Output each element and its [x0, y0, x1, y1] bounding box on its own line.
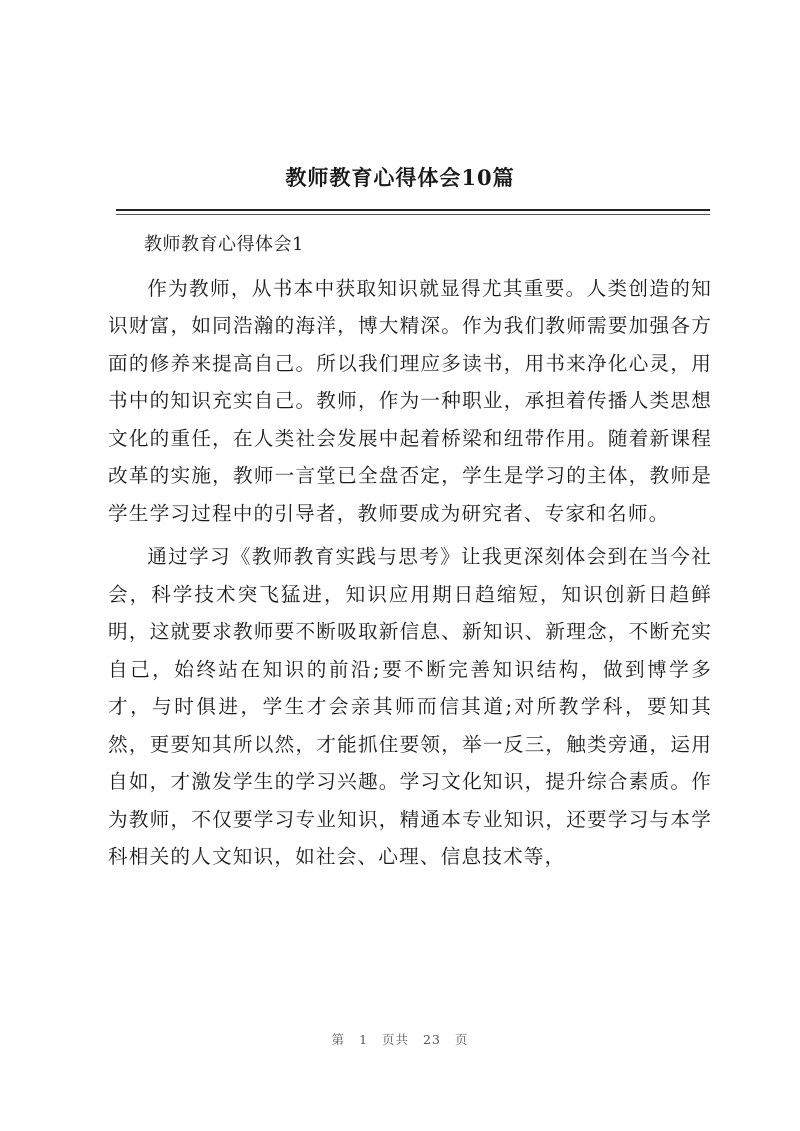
paragraph-1: 作为教师，从书本中获取知识就显得尤其重要。人类创造的知识财富，如同浩瀚的海洋，博大精深。作为我们教师需要加强各方面的修养来提高自己。所以我们理应多读书，用书来净化心灵，用书中的知识充实自己。教师，作为一种职业，承担着传播人类思想文化的重任，在人类社会发展中起着桥梁和纽带作用。随着新课程改革的实施，教师一言堂已全盘否定，学生是学习的主体，教师是学生学习过程中的引导者，教师要成为研究者、专家和名师。 [108, 276, 712, 525]
title-rule-thick [116, 209, 710, 211]
footer-current-page: 1 [359, 1032, 369, 1047]
footer-prefix: 第 [331, 1032, 346, 1047]
title-rule-thin [116, 214, 710, 215]
footer-suffix: 页 [454, 1032, 469, 1047]
document-body [108, 226, 712, 876]
section-subheading: 教师教育心得体会1 [144, 234, 304, 255]
page-footer [0, 1030, 800, 1048]
document-title: 教师教育心得体会10篇 [285, 165, 515, 190]
paragraph-2: 通过学习《教师教育实践与思考》让我更深刻体会到在当今社会，科学技术突飞猛进，知识应用期日趋缩短，知识创新日趋鲜明，这就要求教师要不断吸取新信息、新知识、新理念，不断充实自己，始终站在知识的前沿;要不断完善知识结构，做到博学多才，与时俱进，学生才会亲其师而信其道;对所教学科，要知其然，更要知其所以然，才能抓住要领，举一反三，触类旁通，运用自如，才激发学生的学习兴趣。学习文化知识，提升综合素质。作为教师，不仅要学习专业知识，精通本专业知识，还要学习与本学科相关的人文知识，如社会、心理、信息技术等， [108, 545, 712, 868]
footer-total-pages: 23 [423, 1032, 441, 1047]
footer-middle: 页共 [382, 1032, 410, 1047]
